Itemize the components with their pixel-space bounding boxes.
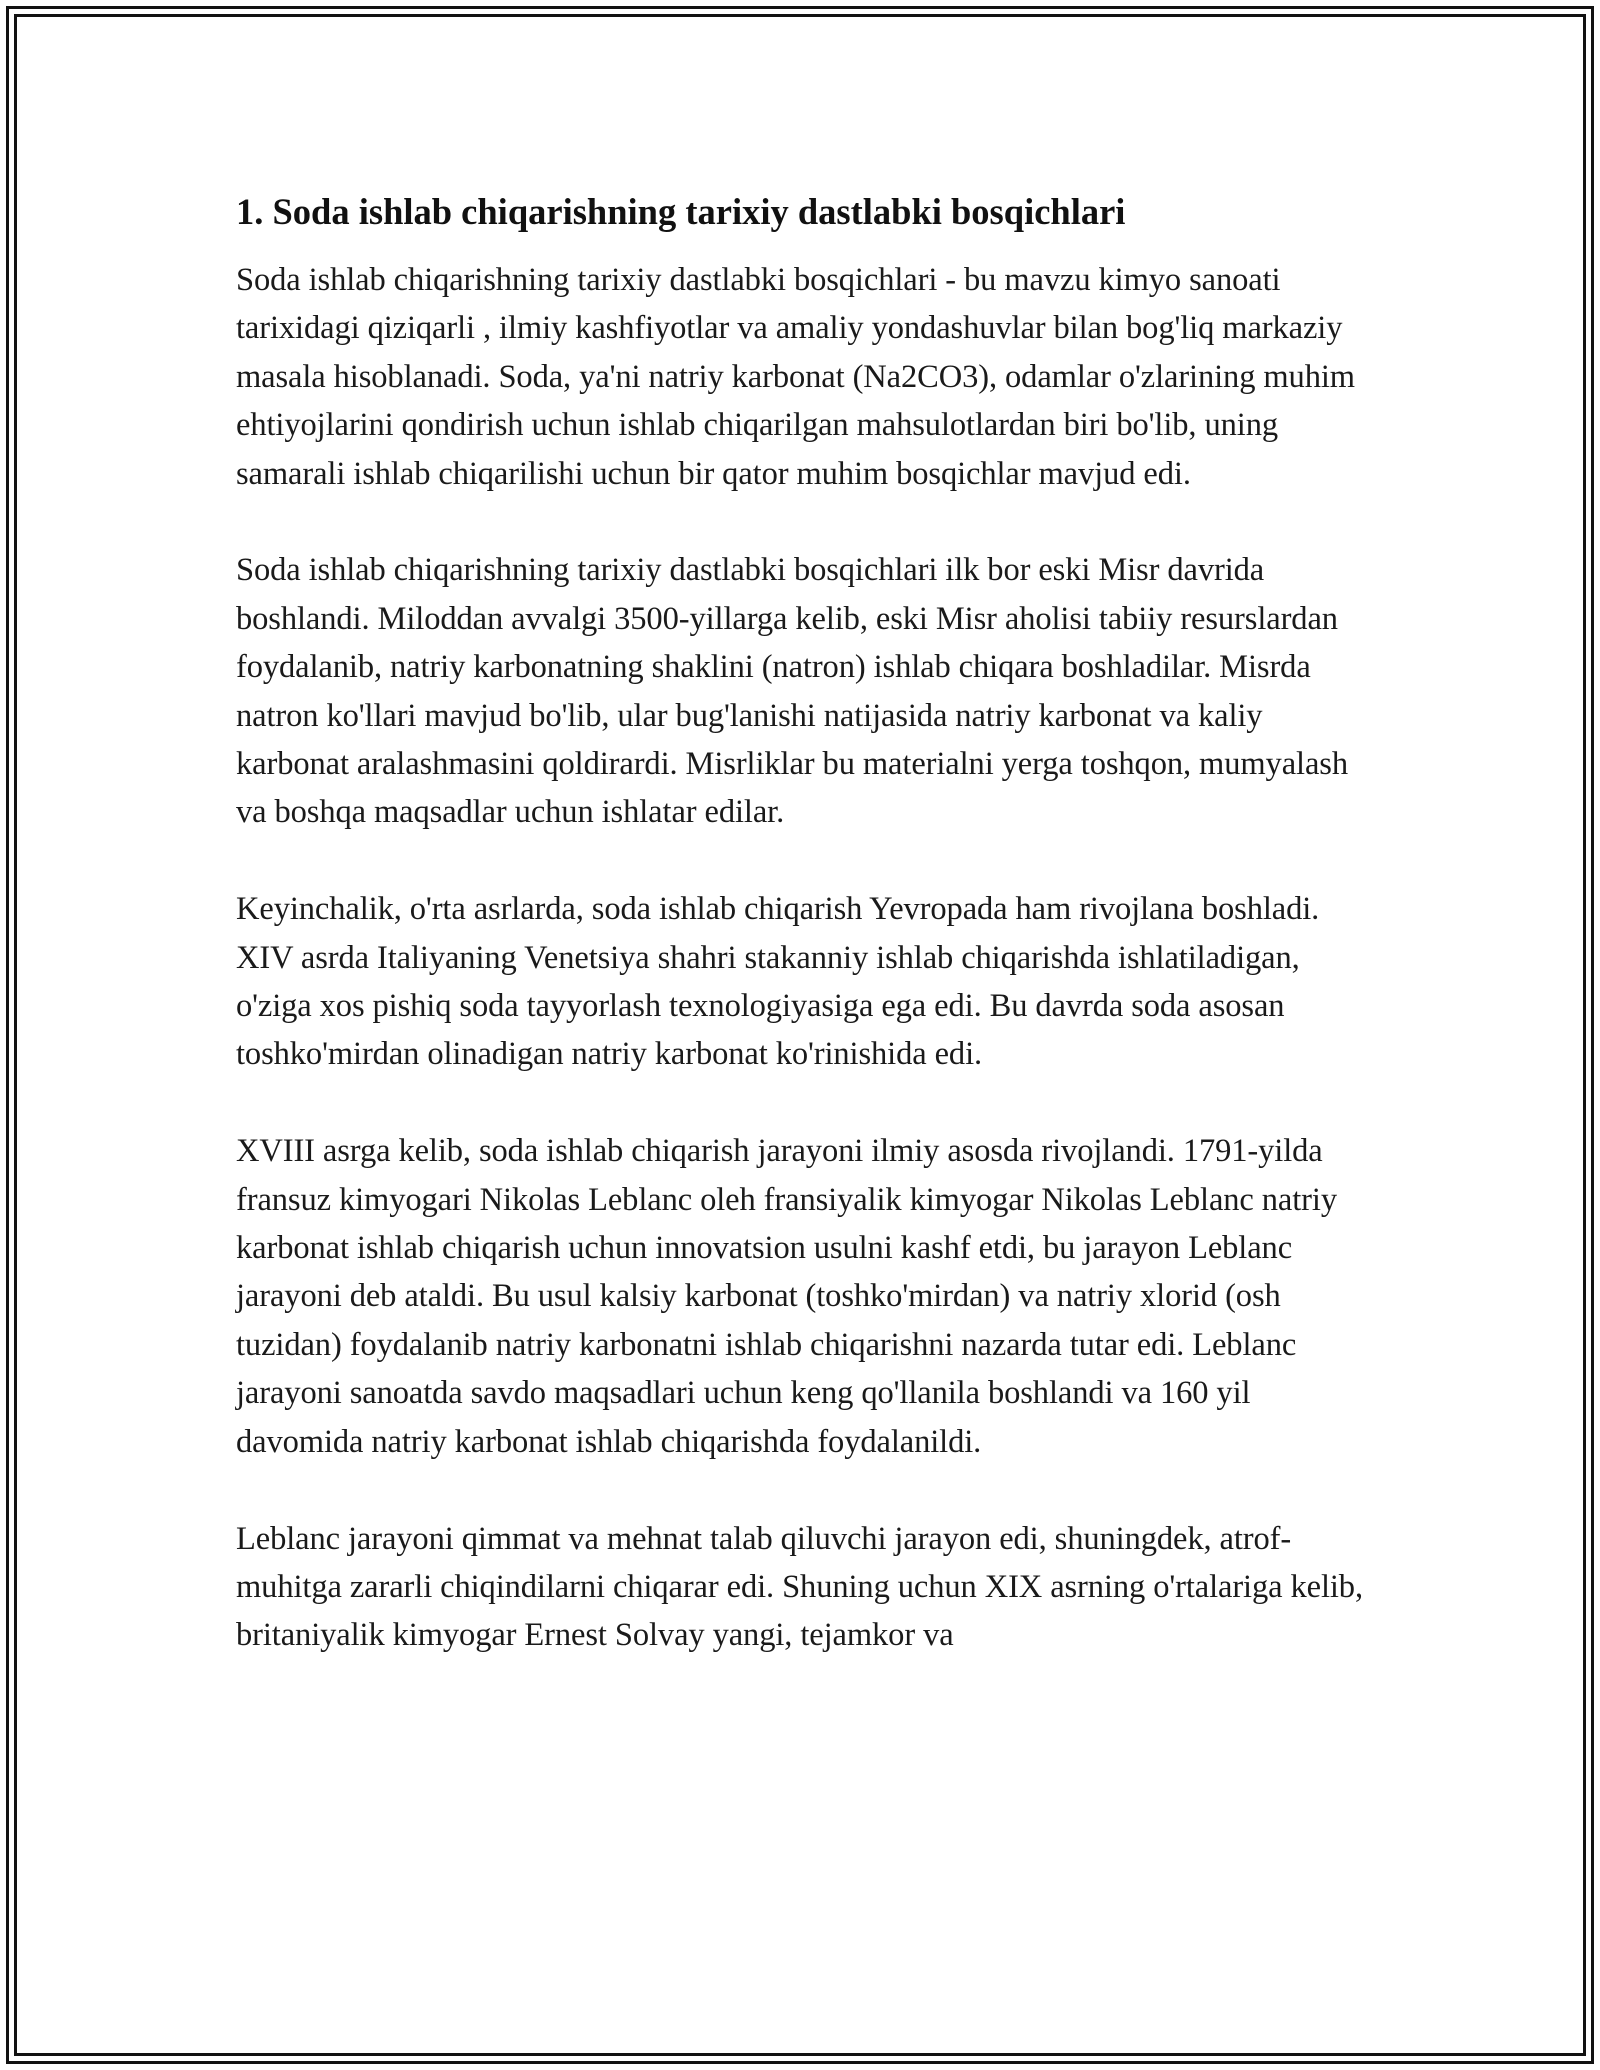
paragraph-middle-ages: Keyinchalik, o'rta asrlarda, soda ishlab chiqarish Yevropada ham rivojlana boshladi. XIV asrda Italiyaning Venetsiya shahri stakanniy ishlab chiqarishda ishlatiladigan, o'ziga xos pishiq soda tayyorlash texnologiyasiga ega edi. Bu davrda soda asosan toshko'mirdan olinadigan natriy karbonat ko'rinishida edi.: [236, 891, 1320, 1073]
document-body: [236, 186, 1376, 1660]
section-title: 1. Soda ishlab chiqarishning tarixiy dastlabki bosqichlari: [236, 191, 1126, 232]
paragraph-leblanc: XVIII asrga kelib, soda ishlab chiqarish jarayoni ilmiy asosda rivojlandi. 1791-yilda fransuz kimyogari Nikolas Leblanc oleh fransiyalik kimyogar Nikolas Leblanc natriy karbonat ishlab chiqarish uchun innovatsion usulni kashf etdi, bu jarayon Leblanc jarayoni deb ataldi. Bu usul kalsiy karbonat (toshko'mirdan) va natriy xlorid (osh tuzidan) foydalanib natriy karbonatni ishlab chiqarishni nazarda tutar edi. Leblanc jarayoni sanoatda savdo maqsadlari uchun keng qo'llanila boshlandi va 160 yil davomida natriy karbonat ishlab chiqarishda foydalanildi.: [236, 1133, 1337, 1460]
paragraph-egypt: Soda ishlab chiqarishning tarixiy dastlabki bosqichlari ilk bor eski Misr davrida boshlandi. Miloddan avvalgi 3500-yillarga kelib, eski Misr aholisi tabiiy resurslardan foydalanib, natriy karbonatning shaklini (natron) ishlab chiqara boshladilar. Misrda natron ko'llari mavjud bo'lib, ular bug'lanishi natijasida natriy karbonat va kaliy karbonat aralashmasini qoldirardi. Misrliklar bu materialni yerga toshqon, mumyalash va boshqa maqsadlar uchun ishlatar edilar.: [236, 552, 1348, 831]
paragraph-intro: Soda ishlab chiqarishning tarixiy dastlabki bosqichlari - bu mavzu kimyo sanoati tarixidagi qiziqarli , ilmiy kashfiyotlar va amaliy yondashuvlar bilan bog'liq markaziy masala hisoblanadi. Soda, ya'ni natriy karbonat (Na2CO3), odamlar o'zlarining muhim ehtiyojlarini qondirish uchun ishlab chiqarilgan mahsulotlardan biri bo'lib, uning samarali ishlab chiqarilishi uchun bir qator muhim bosqichlar mavjud edi.: [236, 262, 1355, 492]
paragraph-solvay: Leblanc jarayoni qimmat va mehnat talab qiluvchi jarayon edi, shuningdek, atrof-muhitga zararli chiqindilarni chiqarar edi. Shuning uchun XIX asrning o'rtalariga kelib, britaniyalik kimyogar Ernest Solvay yangi, tejamkor va: [236, 1520, 1363, 1654]
